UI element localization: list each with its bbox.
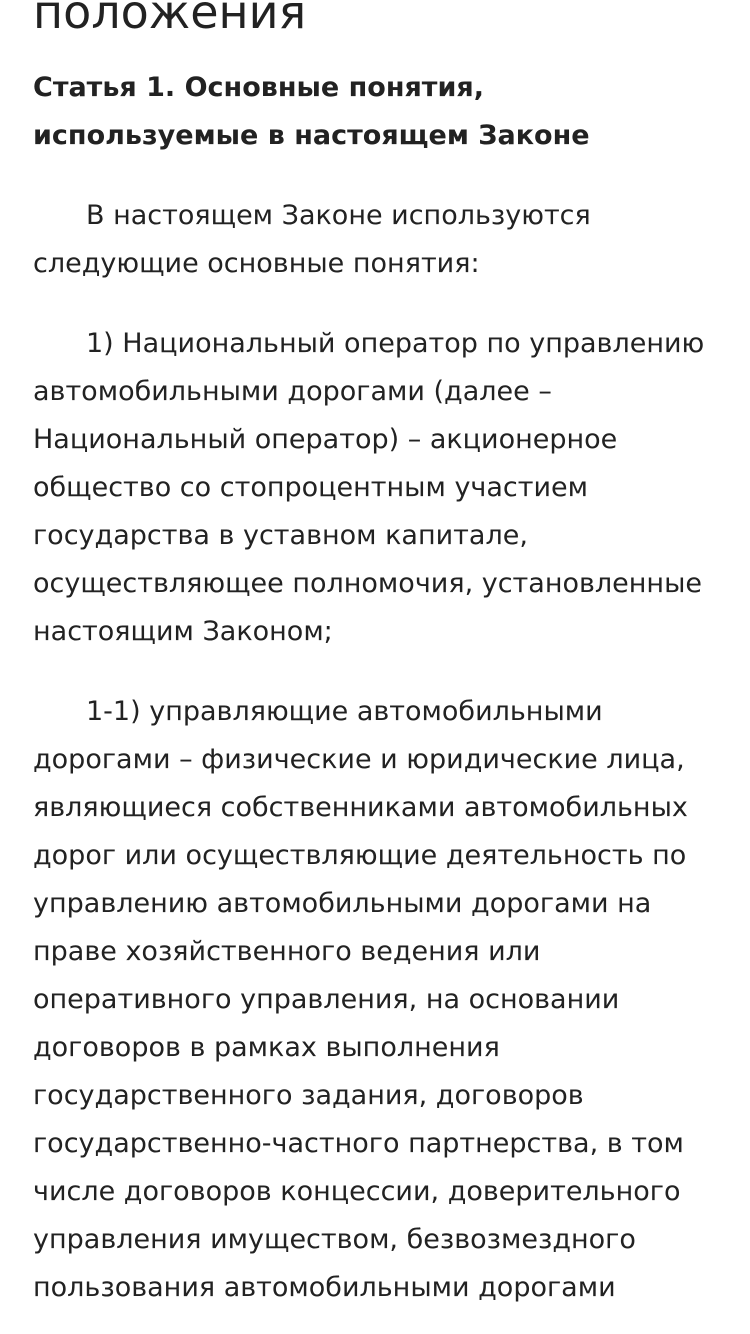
paragraph-definition-1-1: 1-1) управляющие автомобильными дорогами – физические и юридические лица, являющиеся собственниками автомобильных дорог или осуществляющие деятельность по управлению автомобильными дорогами на праве хозяйственного ведения или оперативного управления, на основании договоров в рамках выполнения государственного задания, договоров государственно-частного партнерства, в том числе договоров концессии, доверительного управления имуществом, безвозмездного пользования автомобильными дорогами [33, 696, 688, 1303]
article-title [33, 64, 723, 160]
paragraph-intro: В настоящем Законе используются следующие основные понятия: [33, 200, 591, 279]
paragraph-definition-1: 1) Национальный оператор по управлению автомобильными дорогами (далее – Национальный оператор) – акционерное общество со стопроцентным участием государства в уставном капитале, осуществляющее полномочия, установленные настоящим Законом; [33, 328, 705, 647]
article-title-line-2: используемые в настоящем Законе [33, 120, 590, 151]
article-title-line-1: Статья 1. Основные понятия, [33, 72, 484, 103]
document-body [33, 0, 723, 1312]
section-heading: положения [33, 0, 307, 39]
